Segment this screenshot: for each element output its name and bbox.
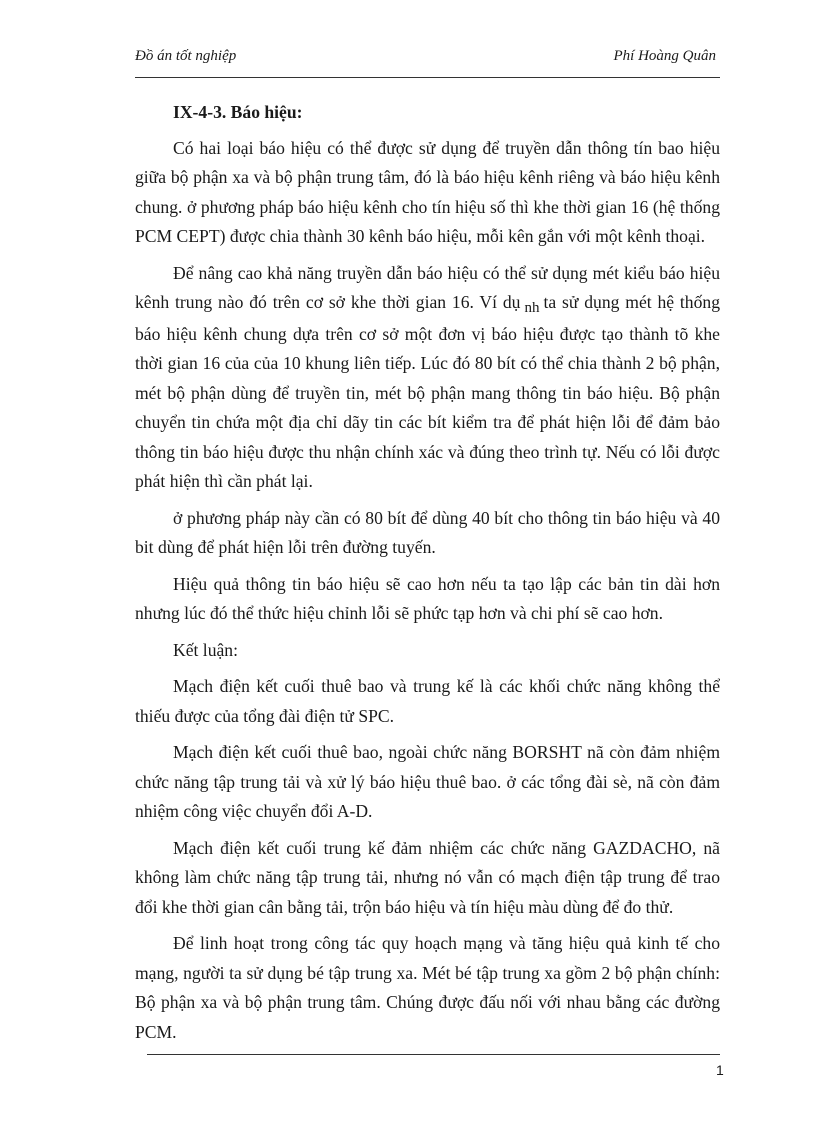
header-divider	[135, 77, 720, 78]
paragraph-text: Để nâng cao khả năng truyền dẫn báo hiệu có thể sử dụng mét kiểu báo hiệu kênh trung nào đó trên cơ sở khe thời gian 16. Ví dụ	[135, 262, 720, 312]
document-body	[135, 98, 720, 1054]
paragraph: Có hai loại báo hiệu có thể được sử dụng để truyền dẫn thông tín bao hiệu giữa bộ phận xa và bộ phận trung tâm, đó là báo hiệu kênh riêng và báo hiệu kênh chung. ở phương pháp báo hiệu kênh cho tín hiệu số thì khe thời gian 16 (hệ thống PCM CEPT) được chia thành 30 kênh báo hiệu, mỗi kên gắn với một kênh thoại.	[135, 137, 720, 246]
subscript-text: nh	[524, 300, 540, 316]
conclusion-heading: Kết luận:	[173, 639, 238, 660]
paragraph: Hiệu quả thông tin báo hiệu sẽ cao hơn nếu ta tạo lập các bản tin dài hơn nhưng lúc đó thể thức hiệu chỉnh lỗi sẽ phức tạp hơn và chi phí sẽ cao hơn.	[135, 573, 720, 623]
paragraph: ở phương pháp này cần có 80 bít để dùng 40 bít cho thông tin báo hiệu và 40 bit dùng để phát hiện lỗi trên đường tuyến.	[135, 507, 720, 557]
paragraph: Mạch điện kết cuối trung kế đảm nhiệm các chức năng GAZDACHO, nã không làm chức năng tập trung tải, nhưng nó vẫn có mạch điện tập trung để trao đổi khe thời gian cân bằng tải, trộn báo hiệu và tín hiệu màu dùng để đo thử.	[135, 837, 720, 917]
header-document-title: Đồ án tốt nghiệp	[135, 48, 237, 64]
paragraph: Mạch điện kết cuối thuê bao và trung kế là các khối chức năng không thể thiếu được của tổng đài điện tử SPC.	[135, 676, 720, 726]
footer-divider	[147, 1054, 720, 1055]
paragraph: Để linh hoạt trong công tác quy hoạch mạng và tăng hiệu quả kinh tế cho mạng, người ta sử dụng bé tập trung xa. Mét bé tập trung xa gồm 2 bộ phận chính: Bộ phận xa và bộ phận trung tâm. Chúng được đấu nối với nhau bằng các đường PCM.	[135, 933, 720, 1042]
paragraph	[135, 259, 720, 497]
paragraph-text: ta sử dụng mét hệ thống báo hiệu kênh chung dựa trên cơ sở một đơn vị báo hiệu được tạo thành tõ khe thời gian 16 của của 10 khung liên tiếp. Lúc đó 80 bít có thể chia thành 2 bộ phận, mét bộ phận dùng để truyền tin, mét bộ phận mang thông tin báo hiệu. Bộ phận chuyển tin chứa một địa chỉ dãy tin các bít kiểm tra để phát hiện lỗi để đảm bảo thông tin báo hiệu được thu nhận chính xác và đúng theo trình tự. Nếu có lỗi được phát hiện thì cần phát lại.	[135, 292, 720, 491]
page-number: 1	[716, 1062, 724, 1078]
section-heading: IX-4-3. Báo hiệu:	[173, 102, 303, 122]
page-header	[135, 48, 720, 70]
paragraph: Mạch điện kết cuối thuê bao, ngoài chức năng BORSHT nã còn đảm nhiệm chức năng tập trung tải và xử lý báo hiệu thuê bao. ở các tổng đài sè, nã còn đảm nhiệm công việc chuyển đổi A-D.	[135, 742, 720, 821]
header-author-name: Phí Hoàng Quân	[613, 48, 716, 64]
